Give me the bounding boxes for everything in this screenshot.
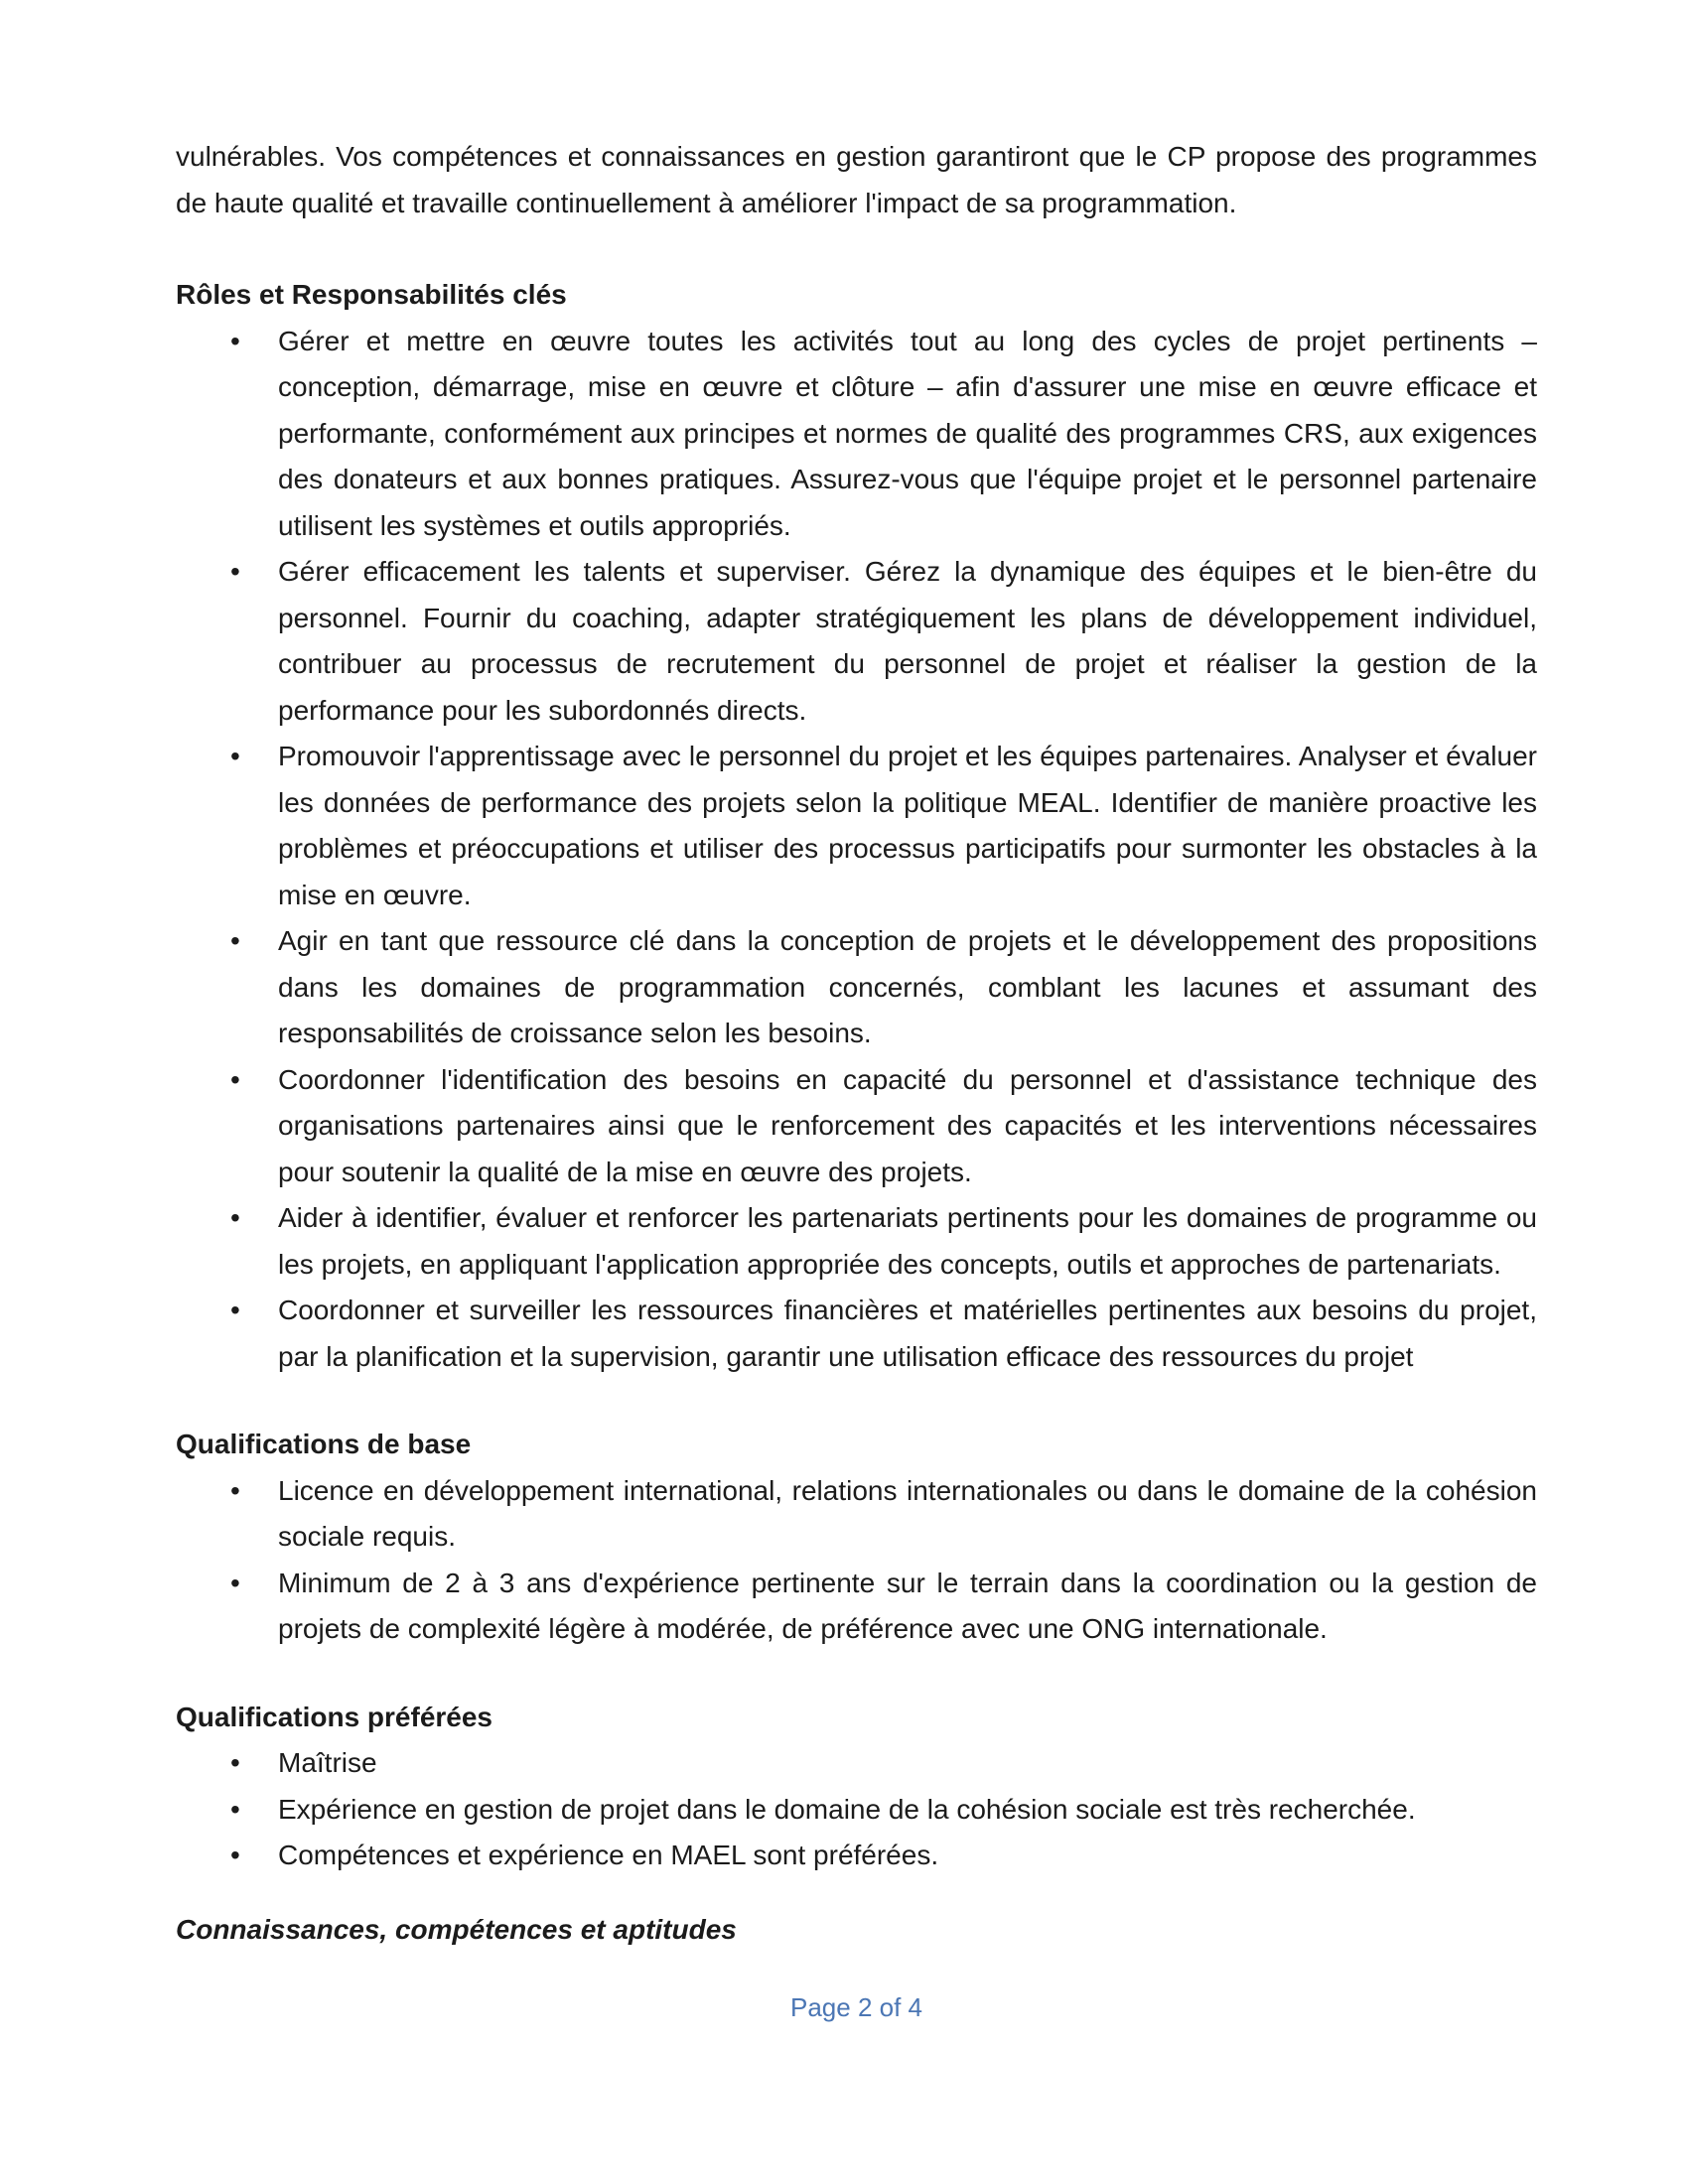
list-item (176, 1288, 1537, 1380)
list-item (176, 549, 1537, 734)
bullet-text: Coordonner et surveiller les ressources financières et matérielles pertinentes aux besoins du projet, par la planification et la supervision, garantir une utilisation efficace des ressources du projet (278, 1295, 1537, 1372)
bullet-text: Aider à identifier, évaluer et renforcer les partenariats pertinents pour les domaines de programme ou les projets, en appliquant l'application appropriée des concepts, outils et approches de partenariats. (278, 1202, 1537, 1280)
bullet-icon: • (230, 1747, 240, 1778)
bullet-icon: • (230, 1567, 240, 1598)
section-heading-connaissances-competences: Connaissances, compétences et aptitudes (176, 1913, 737, 1945)
bullet-text: Coordonner l'identification des besoins en capacité du personnel et d'assistance technique des organisations partenaires ainsi que le renforcement des capacités et les interventions nécessaires pour soutenir la qualité de la mise en œuvre des projets. (278, 1063, 1537, 1187)
qualifications-preferees-bullet-list (176, 1740, 1537, 1879)
bullet-text: Gérer efficacement les talents et superviser. Gérez la dynamique des équipes et le bien-être du personnel. Fournir du coaching, adapter stratégiquement les plans de développement individuel, contribuer au processus de recrutement du personnel de projet et réaliser la gestion de la performance pour les subordonnés directs. (278, 556, 1537, 726)
bullet-text: Minimum de 2 à 3 ans d'expérience pertinente sur le terrain dans la coordination ou la gestion de projets de complexité légère à modérée, de préférence avec une ONG internationale. (278, 1567, 1537, 1644)
section-heading-qualifications-de-base: Qualifications de base (176, 1429, 472, 1459)
bullet-icon: • (230, 1793, 240, 1825)
intro-paragraph: vulnérables. Vos compétences et connaissances en gestion garantiront que le CP propose des programmes de haute qualité et travaille continuellement à améliorer l'impact de sa programmation. (176, 141, 1537, 218)
list-item (176, 1057, 1537, 1196)
bullet-icon: • (230, 741, 240, 771)
bullet-text: Licence en développement international, relations internationales ou dans le domaine de la cohésion sociale requis. (278, 1474, 1537, 1552)
list-item (176, 1787, 1537, 1834)
page-footer: Page 2 of 4 (790, 1992, 922, 2022)
bullet-text: Compétences et expérience en MAEL sont préférées. (278, 1840, 939, 1870)
list-item (176, 1833, 1537, 1879)
list-item (176, 1561, 1537, 1653)
bullet-icon: • (230, 325, 240, 356)
bullet-icon: • (230, 1295, 240, 1325)
list-item (176, 734, 1537, 918)
section-heading-roles-et-responsabilites: Rôles et Responsabilités clés (176, 279, 567, 310)
bullet-icon: • (230, 1840, 240, 1870)
bullet-icon: • (230, 925, 240, 956)
list-item (176, 1195, 1537, 1288)
bullet-icon: • (230, 1202, 240, 1233)
bullet-icon: • (230, 1474, 240, 1506)
bullet-icon: • (230, 556, 240, 587)
section-heading-qualifications-preferees: Qualifications préférées (176, 1701, 493, 1732)
bullet-text: Agir en tant que ressource clé dans la conception de projets et le développement des propositions dans les domaines de programmation concernés, comblant les lacunes et assumant des responsabilités de croissance selon les besoins. (278, 925, 1537, 1048)
list-item (176, 918, 1537, 1057)
bullet-text: Maîtrise (278, 1747, 377, 1778)
list-item (176, 1468, 1537, 1561)
list-item (176, 319, 1537, 550)
bullet-text: Gérer et mettre en œuvre toutes les activités tout au long des cycles de projet pertinents – conception, démarrage, mise en œuvre et clôture – afin d'assurer une mise en œuvre efficace et performante, conformément aux principes et normes de qualité des programmes CRS, aux exigences des donateurs et aux bonnes pratiques. Assurez-vous que l'équipe projet et le personnel partenaire utilisent les systèmes et outils appropriés. (278, 325, 1537, 541)
bullet-text: Promouvoir l'apprentissage avec le personnel du projet et les équipes partenaires. Analyser et évaluer les données de performance des projets selon la politique MEAL. Identifier de manière proactive les problèmes et préoccupations et utiliser des processus participatifs pour surmonter les obstacles à la mise en œuvre. (278, 741, 1537, 910)
bullet-icon: • (230, 1063, 240, 1095)
roles-bullet-list (176, 319, 1537, 1381)
bullet-text: Expérience en gestion de projet dans le domaine de la cohésion sociale est très recherchée. (278, 1793, 1416, 1825)
qualifications-base-bullet-list (176, 1468, 1537, 1653)
list-item (176, 1740, 1537, 1787)
